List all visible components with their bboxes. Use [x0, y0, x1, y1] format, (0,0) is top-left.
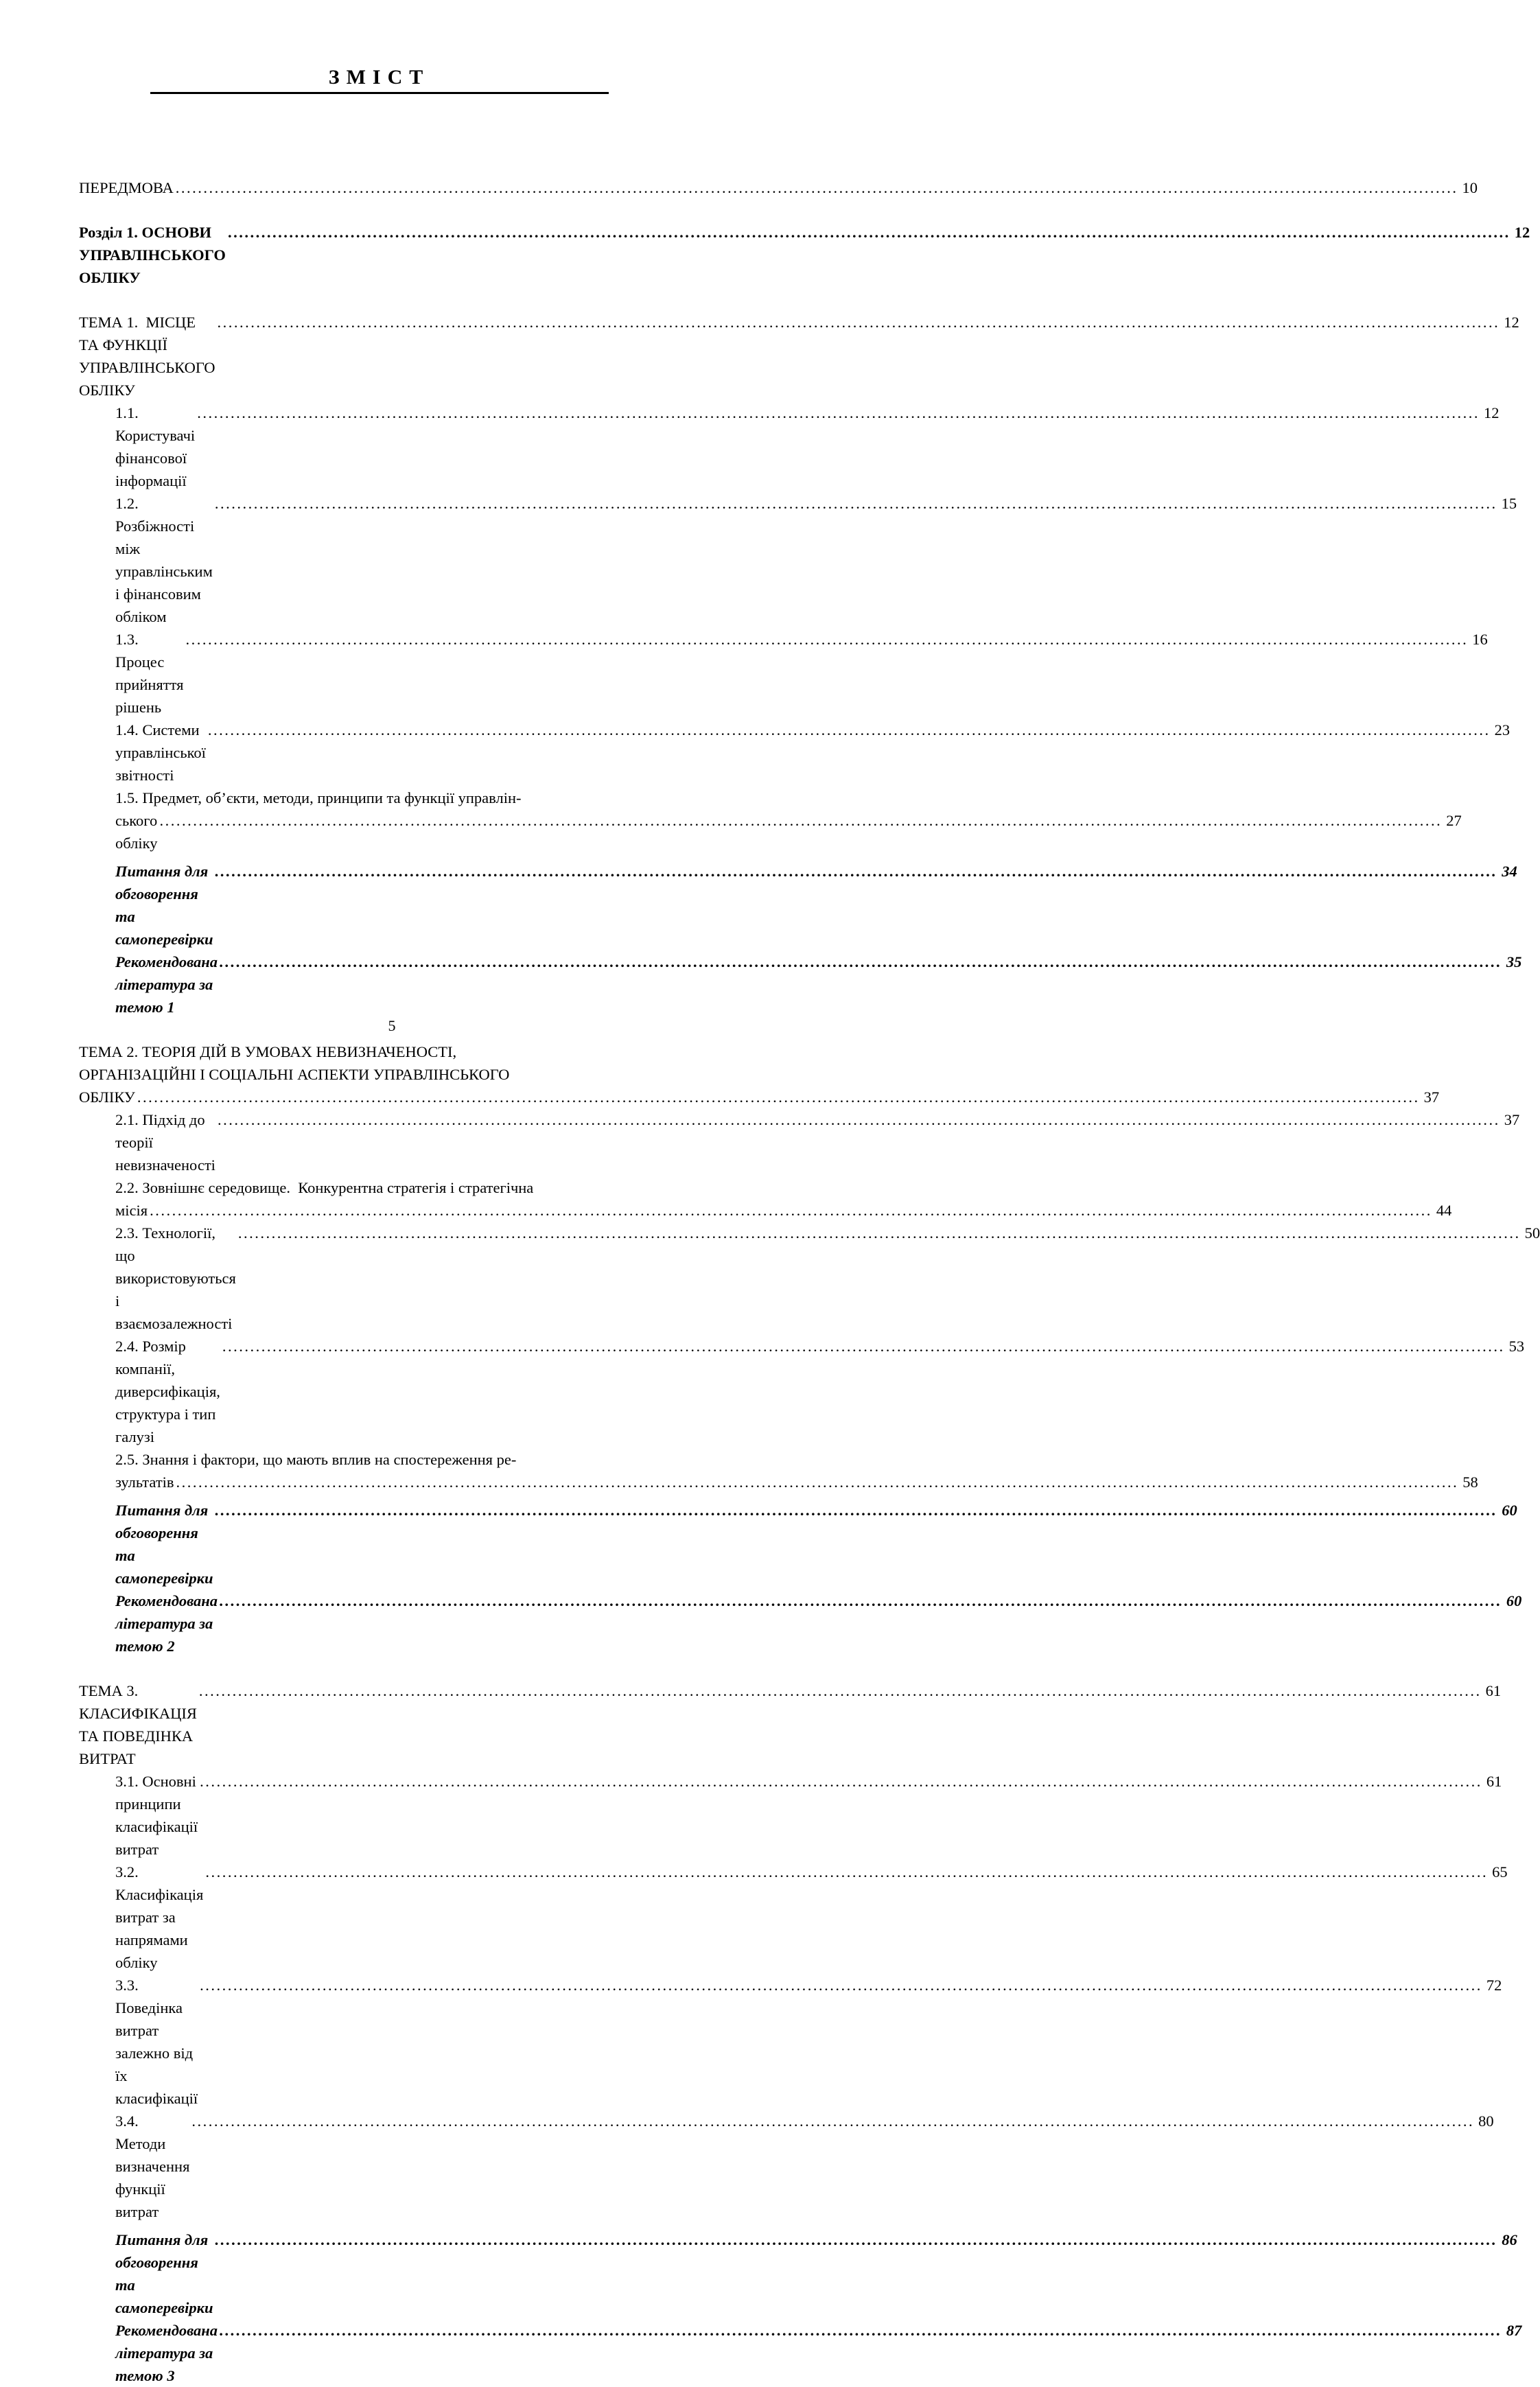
dot-leader: [199, 1679, 1482, 1770]
toc-entry-page: 61: [1485, 1682, 1502, 1699]
dot-leader: [220, 2319, 1502, 2387]
toc-entry-page: 61: [1486, 1773, 1502, 1790]
toc-entry-line: [115, 1590, 1522, 1657]
toc-entry-line: [115, 1861, 1508, 1974]
toc-entry-page: 60: [1506, 1592, 1522, 1609]
toc-entry: [79, 719, 1510, 787]
toc-entry: [79, 1679, 1502, 1770]
dot-leader: [215, 1499, 1498, 1590]
dot-leader: [176, 176, 1458, 199]
toc-entry-page: 35: [1506, 953, 1522, 970]
toc-entry-text: Питання для обговорення та самоперевірки: [115, 863, 213, 948]
toc-entry-page: 80: [1478, 2112, 1494, 2130]
toc-entry: [79, 1222, 1540, 1335]
toc-entry: [79, 1108, 1520, 1176]
toc-entry-text: ПЕРЕДМОВА: [79, 179, 174, 196]
dot-leader: [220, 1590, 1502, 1657]
toc-entry: [79, 628, 1488, 719]
page-title: ЗМІСТ: [328, 66, 430, 89]
toc-entry-text: 3.3. Поведінка витрат залежно від їх класифікації: [115, 1977, 198, 2107]
toc-entry-page: 23: [1494, 721, 1510, 738]
toc-entry-page: 37: [1423, 1088, 1440, 1106]
toc-entry-page: 72: [1486, 1977, 1502, 1994]
toc-entry-page: 12: [1504, 314, 1519, 331]
toc-entry: [79, 176, 1478, 199]
footer-page-number: 5: [388, 1017, 396, 1034]
title-row: [79, 66, 679, 94]
toc-entry-page: 10: [1462, 179, 1478, 196]
dot-leader: [150, 1199, 1432, 1222]
toc-entry-text: 2.1. Підхід до теорії невизначеності: [115, 1111, 215, 1174]
toc-entry-line: [115, 492, 1517, 628]
toc-entry-text: 2.3. Технології, що використовуються і взаємозалежності: [115, 1224, 244, 1332]
toc-entry-text: 1.1. Користувачі фінансової інформації: [115, 404, 199, 489]
toc-entry-line: [115, 1974, 1502, 2110]
toc-entry-line: [115, 1471, 1478, 1493]
toc-entry-page: 53: [1508, 1338, 1525, 1355]
toc-entry-text: ОБЛІКУ: [79, 1088, 135, 1106]
toc-entry-page: 16: [1472, 631, 1488, 648]
dot-leader: [215, 2228, 1498, 2319]
toc-entry: [79, 401, 1500, 492]
toc-entry-text: Питання для обговорення та самоперевірки: [115, 1502, 213, 1587]
toc-entry-text: 2.2. Зовнішнє середовище. Конкурентна стратегія і стратегічна: [115, 1179, 534, 1196]
toc-entry-line: [115, 1199, 1452, 1222]
toc-entry: [79, 1770, 1502, 1861]
toc-entry-text: 3.1. Основні принципи класифікації витрат: [115, 1773, 202, 1858]
toc-entry-page: 87: [1506, 2322, 1522, 2339]
title-underline: [150, 66, 609, 94]
toc-entry-line: [79, 1040, 679, 1063]
toc-entry: [79, 787, 1462, 854]
dot-leader: [159, 809, 1442, 854]
toc-entry-page: 12: [1483, 404, 1500, 421]
dot-leader: [200, 1974, 1482, 2110]
toc-entry: [79, 2110, 1494, 2223]
toc-entry-line: [79, 1063, 679, 1086]
toc-entry-line: [115, 1176, 679, 1199]
toc-entry-line: [115, 719, 1510, 787]
dot-leader: [137, 1086, 1420, 1108]
toc-entry: [79, 2228, 1517, 2319]
toc-entry-page: 34: [1502, 863, 1517, 880]
toc-entry-line: [115, 1108, 1520, 1176]
toc-entry-page: 12: [1514, 224, 1530, 241]
toc-entry-text: Рекомендована література за темою 1: [115, 953, 222, 1016]
toc-entry-line: [115, 951, 1522, 1018]
toc-entry-text: місія: [115, 1202, 148, 1219]
dot-leader: [185, 628, 1468, 719]
dot-leader: [205, 1861, 1488, 1974]
toc-entry-line: [115, 1448, 679, 1471]
toc-entry-text: Рекомендована література за темою 2: [115, 1592, 222, 1655]
toc-entry-text: 3.2. Класифікація витрат за напрямами обліку: [115, 1863, 207, 1971]
toc-entry-page: 44: [1436, 1202, 1452, 1219]
toc-entry-text: Питання для обговорення та самоперевірки: [115, 2231, 213, 2316]
dot-leader: [200, 1770, 1482, 1861]
toc-entry-line: [115, 860, 1517, 951]
toc-entry-page: 86: [1502, 2231, 1517, 2248]
toc-entry: [79, 1335, 1525, 1448]
toc-entry-line: [115, 1335, 1525, 1448]
toc-entry-line: [115, 2110, 1494, 2223]
toc-entry-line: [115, 2319, 1522, 2387]
toc-entry-text: 2.5. Знання і фактори, що мають вплив на спостереження ре-: [115, 1451, 517, 1468]
toc-entry-text: 2.4. Розмір компанії, диверсифікація, структура і тип галузі: [115, 1338, 229, 1445]
toc-entry-line: [79, 176, 1478, 199]
dot-leader: [218, 1108, 1500, 1176]
toc-entry-text: 1.5. Предмет, об’єкти, методи, принципи та функції управлін-: [115, 789, 522, 806]
toc-entry-page: 15: [1501, 495, 1517, 512]
toc-entry-line: [79, 311, 1519, 401]
toc-entry-page: 58: [1462, 1474, 1478, 1491]
toc-entry: [79, 1040, 1440, 1108]
toc-entry: [79, 1861, 1508, 1974]
dot-leader: [222, 1335, 1505, 1448]
toc-entry-text: 1.4. Системи управлінської звітності: [115, 721, 210, 784]
toc-entry-text: 1.2. Розбіжності між управлінським і фінансовим обліком: [115, 495, 221, 625]
toc-entry-line: [115, 1770, 1502, 1861]
dot-leader: [238, 1222, 1521, 1335]
dot-leader: [197, 401, 1480, 492]
dot-leader: [215, 860, 1498, 951]
toc-entry: [79, 221, 1530, 289]
toc-entry-text: Розділ 1. ОСНОВИ УПРАВЛІНСЬКОГО ОБЛІКУ: [79, 224, 230, 286]
toc-entry: [79, 311, 1519, 401]
toc-entry: [79, 1176, 1452, 1222]
dot-leader: [218, 311, 1500, 401]
toc-entry-page: 50: [1524, 1224, 1540, 1242]
toc-list: [79, 176, 1540, 2387]
toc-entry: [79, 492, 1517, 628]
toc-entry-page: 60: [1502, 1502, 1517, 1519]
toc-entry: [79, 1590, 1522, 1657]
dot-leader: [228, 221, 1510, 289]
dot-leader: [176, 1471, 1459, 1493]
toc-entry-text: ТЕМА 2. ТЕОРІЯ ДІЙ В УМОВАХ НЕВИЗНАЧЕНОСТІ,: [79, 1043, 457, 1060]
dot-leader: [220, 951, 1502, 1018]
toc-entry-line: [115, 1222, 1540, 1335]
toc-entry-page: 37: [1504, 1111, 1520, 1128]
toc-entry-text: ського обліку: [115, 812, 161, 852]
toc-entry-text: зультатів: [115, 1474, 174, 1491]
toc-entry: [79, 1499, 1517, 1590]
toc-entry-line: [79, 1086, 1440, 1108]
dot-leader: [191, 2110, 1474, 2223]
toc-entry-line: [115, 787, 679, 809]
toc-entry: [79, 2319, 1522, 2387]
toc-entry-line: [79, 221, 1530, 289]
toc-entry-line: [115, 401, 1500, 492]
toc-entry-page: 65: [1492, 1863, 1508, 1881]
toc-entry-page: 27: [1446, 812, 1462, 829]
dot-leader: [215, 492, 1497, 628]
toc-entry-line: [115, 1499, 1517, 1590]
toc-entry-text: ТЕМА 3. КЛАСИФІКАЦІЯ ТА ПОВЕДІНКА ВИТРАТ: [79, 1682, 201, 1767]
toc-entry: [79, 1448, 1478, 1493]
toc-entry-text: ОРГАНІЗАЦІЙНІ І СОЦІАЛЬНІ АСПЕКТИ УПРАВЛІНСЬКОГО: [79, 1066, 510, 1083]
toc-entry: [79, 860, 1517, 951]
toc-entry-line: [115, 809, 1462, 854]
toc-entry-text: Рекомендована література за темою 3: [115, 2322, 222, 2384]
dot-leader: [208, 719, 1491, 787]
toc-entry-text: 1.3. Процес прийняття рішень: [115, 631, 188, 716]
toc-entry-line: [79, 1679, 1502, 1770]
toc-entry-line: [115, 628, 1488, 719]
toc-entry: [79, 1974, 1502, 2110]
toc-entry: [79, 951, 1522, 1018]
toc-entry-line: [115, 2228, 1517, 2319]
toc-entry-text: ТЕМА 1. МІСЦЕ ТА ФУНКЦІЇ УПРАВЛІНСЬКОГО ОБЛІКУ: [79, 314, 220, 399]
toc-entry-text: 3.4. Методи визначення функції витрат: [115, 2112, 194, 2220]
